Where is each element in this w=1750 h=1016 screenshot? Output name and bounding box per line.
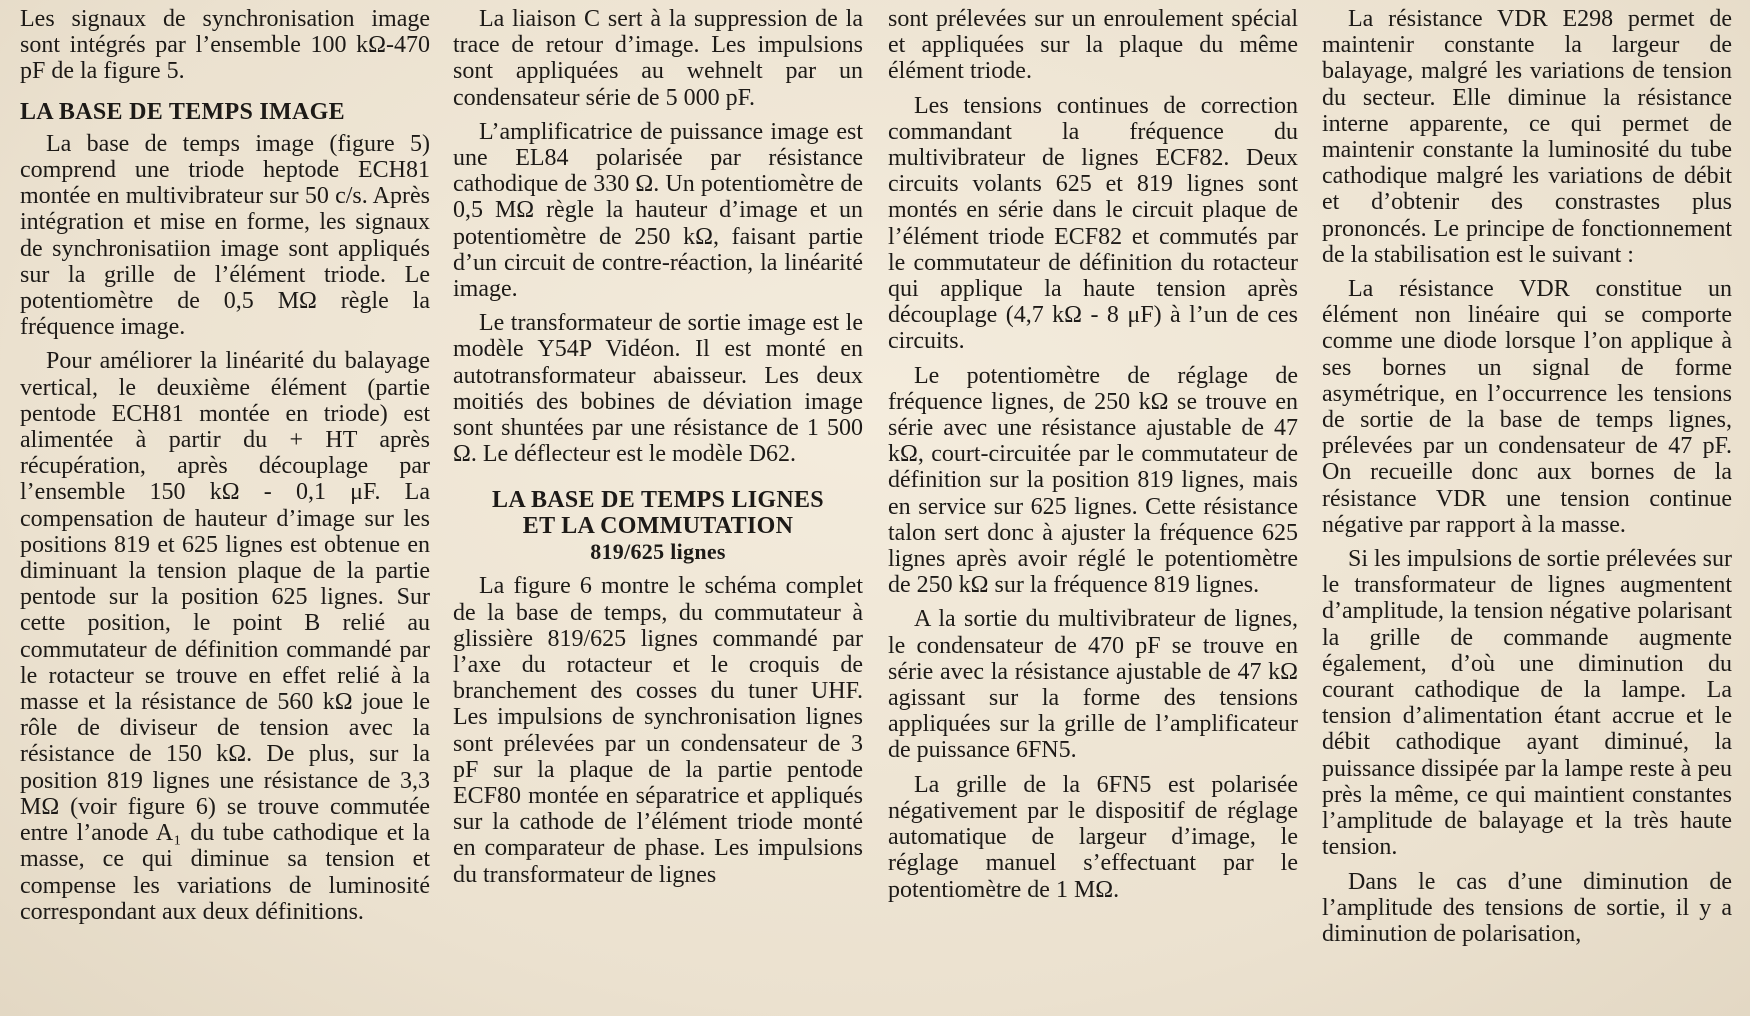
heading-line: 819/625 lignes [590, 539, 726, 565]
paragraph: La résistance VDR constitue un élément non linéaire qui se comporte comme une diode lorsque l’on applique à ses bornes un signal de forme asymétrique, en l’occurrence les tensions de sortie de la base de temps lignes, prélevées par un condensateur de 47 pF. On recueille donc aux bornes de la résistance VDR une tension continue négative par rapport à la masse. [1322, 276, 1732, 538]
paragraph: Le transformateur de sortie image est le modèle Y54P Vidéon. Il est monté en autotransformateur abaisseur. Les deux moitiés des bobines de déviation image sont shuntées par une résistance de 1 500 Ω. Le déflecteur est le modèle D62. [453, 310, 863, 468]
heading-line: LA BASE DE TEMPS LIGNES [492, 487, 824, 514]
paragraph: A la sortie du multivibrateur de lignes, le condensateur de 470 pF se trouve en série avec la résistance ajustable de 47 kΩ agissant sur la forme des tensions appliquées sur la grille de l’amplificateur de puissance 6FN5. [888, 606, 1298, 764]
paragraph: Pour améliorer la linéarité du balayage vertical, le deuxième élément (partie pentode ECH81 montée en triode) est alimentée à partir du + HT après récupération, après découplage par l’ensemble 150 kΩ - 0,1 μF. La compensation de hauteur d’image sur les positions 819 et 625 lignes est obtenue en diminuant la tension plaque de la partie pentode sur la position 625 lignes. Sur cette position, le point B relié au commutateur de définition commandé par le rotacteur se trouve en effet relié à la masse et la résistance de 560 kΩ joue le rôle de diviseur de tension avec la résistance de 150 kΩ. De plus, sur la position 819 lignes une résistance de 3,3 MΩ (voir figure 6) se trouve commutée entre l’anode A₁ du tube cathodique et la masse, ce qui diminue sa tension et compense les variations de luminosité correspondant aux deux définitions. [20, 348, 430, 925]
paragraph: Le potentiomètre de réglage de fréquence lignes, de 250 kΩ se trouve en série avec une résistance ajustable de 47 kΩ, court-circuitée par le commutateur de définition sur la position 819 lignes, mais en service sur 625 lignes. Cette résistance talon sert donc à ajuster la fréquence 625 lignes après avoir réglé le potentiomètre de 250 kΩ sur la fréquence 819 lignes. [888, 362, 1298, 599]
text-column-3 [888, 6, 1298, 1016]
paragraph: La figure 6 montre le schéma complet de la base de temps, du commutateur à glissière 819/625 lignes commandé par l’axe du rotacteur et le croquis de branchement des cosses du tuner UHF. Les impulsions de synchronisation lignes sont prélevées par un condensateur de 3 pF sur la plaque de la partie pentode ECF80 montée en séparatrice et appliqués sur la cathode de l’élément triode monté en comparateur de phase. Les impulsions du transformateur de lignes [453, 573, 863, 888]
paragraph: Les signaux de synchronisation image sont intégrés par l’ensemble 100 kΩ-470 pF de la figure 5. [20, 6, 430, 85]
paragraph: L’amplificatrice de puissance image est une EL84 polarisée par résistance cathodique de 330 Ω. Un potentiomètre de 0,5 MΩ règle la hauteur d’image et un potentiomètre de 250 kΩ, faisant partie d’un circuit de contre-réaction, la linéarité image. [453, 118, 863, 303]
paragraph: La résistance VDR E298 permet de maintenir constante la largeur de balayage, malgré les variations de tension du secteur. Elle diminue la résistance interne apparente, ce qui permet de maintenir constante la luminosité du tube cathodique malgré les variations de débit et d’obtenir des constrastes plus prononcés. Le principe de fonctionnement de la stabilisation est le suivant : [1322, 6, 1732, 268]
paragraph: La base de temps image (figure 5) comprend une triode heptode ECH81 montée en multivibrateur sur 50 c/s. Après intégration et mise en forme, les signaux de synchronisatiion image sont appliqués sur la grille de l’élément triode. Le potentiomètre de 0,5 MΩ règle la fréquence image. [20, 130, 430, 341]
section-heading-centered [453, 487, 863, 565]
paragraph: sont prélevées sur un enroulement spécial et appliquées sur la plaque du même élément triode. [888, 6, 1298, 85]
paragraph: La grille de la 6FN5 est polarisée négativement par le dispositif de réglage automatique de largeur d’image, le réglage manuel s’effectuant par le potentiomètre de 1 MΩ. [888, 771, 1298, 903]
paragraph: Si les impulsions de sortie prélevées sur le transformateur de lignes augmentent d’amplitude, la tension négative polarisant la grille de commande augmente également, d’où une diminution du courant cathodique de la lampe. La tension d’alimentation étant accrue et le débit cathodique ayant diminué, la puissance dissipée par la lampe reste à peu près la même, ce qui maintient constantes l’amplitude de balayage et la très haute tension. [1322, 546, 1732, 861]
heading-line: ET LA COMMUTATION [522, 513, 794, 540]
text-column-4 [1322, 6, 1732, 1016]
text-column-2 [453, 6, 863, 1016]
paragraph: Dans le cas d’une diminution de l’amplitude des tensions de sortie, il y a diminution de polarisation, [1322, 868, 1732, 947]
paragraph: La liaison C sert à la suppression de la trace de retour d’image. Les impulsions sont appliquées au wehnelt par un condensateur série de 5 000 pF. [453, 6, 863, 111]
text-column-1 [20, 6, 430, 1016]
paragraph: Les tensions continues de correction commandant la fréquence du multivibrateur de lignes ECF82. Deux circuits volants 625 et 819 lignes sont montés en série dans le circuit plaque de l’élément triode ECF82 et commutés par le commutateur de définition du rotacteur qui applique la haute tension après découplage (4,7 kΩ - 8 μF) à l’un de ces circuits. [888, 92, 1298, 355]
section-heading: LA BASE DE TEMPS IMAGE [20, 98, 345, 125]
